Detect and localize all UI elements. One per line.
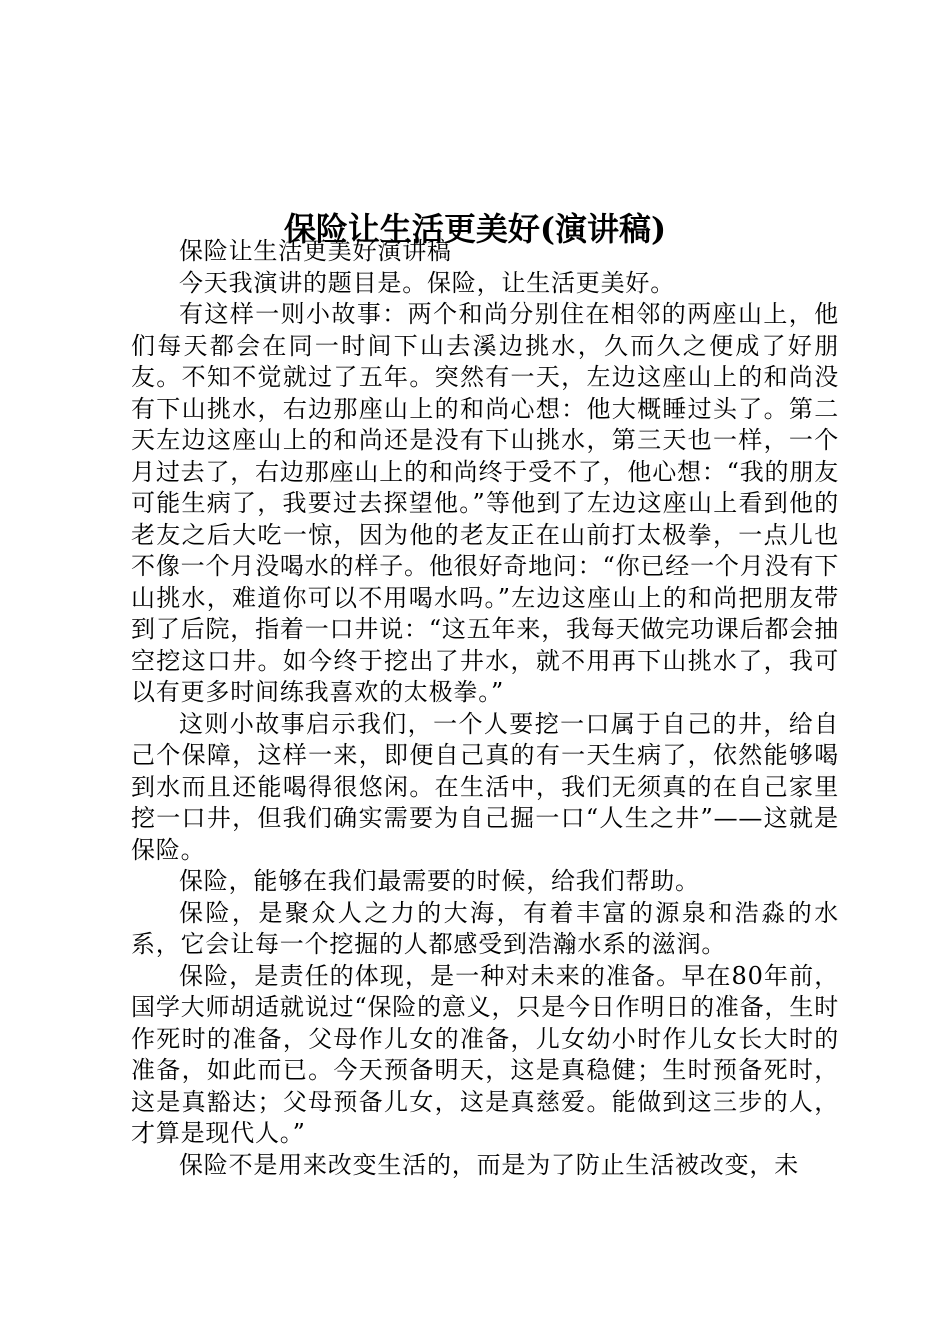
paragraph-story: 有这样一则小故事：两个和尚分别住在相邻的两座山上，他们每天都会在同一时间下山去溪边挑水，久而久之便成了好朋友。不知不觉就过了五年。突然有一天，左边这座山上的和尚没有下山挑水，右边那座山上的和尚心想：他大概睡过头了。第二天左边这座山上的和尚还是没有下山挑水，第三天也一样，一个月过去了，右边那座山上的和尚终于受不了，他心想：“我的朋友可能生病了，我要过去探望他。”等他到了左边这座山上看到他的老友之后大吃一惊，因为他的老友正在山前打太极拳，一点儿也不像一个月没喝水的样子。他很好奇地问：“你已经一个月没有下山挑水，难道你可以不用喝水吗。”左边这座山上的和尚把朋友带到了后院，指着一口井说：“这五年来，我每天做完功课后都会抽空挖这口井。如今终于挖出了井水，就不用再下山挑水了，我可以有更多时间练我喜欢的太极拳。” [131,300,839,706]
paragraph-closing: 保险不是用来改变生活的，而是为了防止生活被改变，未 [179,1150,799,1179]
paragraph-lesson: 这则小故事启示我们，一个人要挖一口属于自己的井，给自己个保障，这样一来，即便自己真的有一天生病了，依然能够喝到水而且还能喝得很悠闲。在生活中，我们无须真的在自己家里挖一口井，但我们确实需要为自己掘一口“人生之井”——这就是保险。 [131,709,839,864]
paragraph-help: 保险，能够在我们最需要的时候，给我们帮助。 [179,867,700,895]
paragraph-topic: 今天我演讲的题目是。保险，让生活更美好。 [179,268,675,297]
paragraph-sea: 保险，是聚众人之力的大海，有着丰富的源泉和浩淼的水系，它会让每一个挖掘的人都感受到浩瀚水系的滋润。 [131,898,839,958]
paragraph-subtitle: 保险让生活更美好演讲稿 [179,237,452,265]
document-body [131,236,839,1181]
document-title: 保险让生活更美好(演讲稿) [283,210,667,249]
paragraph-responsibility: 保险，是责任的体现，是一种对未来的准备。早在80年前，国学大师胡适就说过“保险的意义，只是今日作明日的准备，生时作死时的准备，父母作儿女的准备，儿女幼小时作儿女长大时的准备，如此而已。今天预备明天，这是真稳健；生时预备死时，这是真豁达；父母预备儿女，这是真慈爱。能做到这三步的人，才算是现代人。” [131,961,839,1147]
